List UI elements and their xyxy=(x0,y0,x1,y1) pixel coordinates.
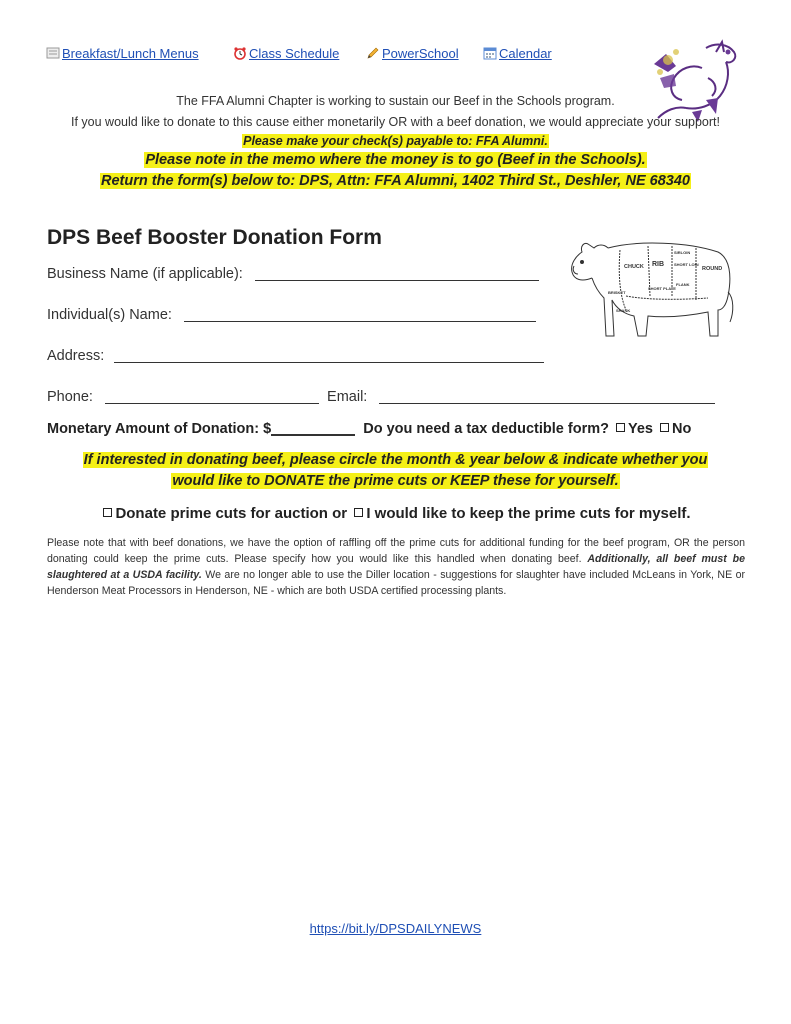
cow-label-chuck: CHUCK xyxy=(624,264,644,270)
phone-email-row xyxy=(47,389,715,405)
beef-cuts-cow-diagram xyxy=(568,236,734,338)
note-usda-requirement: Additionally, all beef must be slaughtered at a USDA facility. xyxy=(47,553,745,581)
return-note xyxy=(40,173,751,189)
cow-label-sirloin: SIRLOIN xyxy=(674,250,691,255)
nav-calendar[interactable] xyxy=(483,46,552,61)
beef-instructions-1 xyxy=(40,452,751,468)
alarm-clock-icon xyxy=(233,46,247,60)
cow-label-short-plate: SHORT PLATE xyxy=(648,286,676,291)
nav-schedule[interactable] xyxy=(233,46,339,61)
payable-note xyxy=(40,134,751,148)
email-label: Email: xyxy=(327,389,368,405)
keep-prime-cuts-checkbox[interactable] xyxy=(354,508,363,517)
tax-question: Do you need a tax deductible form? xyxy=(363,421,609,437)
dragon-mascot-image xyxy=(646,38,742,124)
business-name-blank[interactable] xyxy=(255,266,539,281)
email-blank[interactable] xyxy=(379,389,715,404)
individual-name-blank[interactable] xyxy=(184,307,536,322)
intro-line-1: The FFA Alumni Chapter is working to sustain our Beef in the Schools program. xyxy=(176,94,615,108)
cow-label-shank: SHANK xyxy=(616,308,631,313)
beef-option-row xyxy=(40,505,751,522)
keep-prime-cuts-label: I would like to keep the prime cuts for myself. xyxy=(366,505,691,522)
cow-label-brisket: BRISKET xyxy=(608,290,626,295)
payable-note-text: Please make your check(s) payable to: FFA Alumni. xyxy=(243,134,548,148)
return-note-text: Return the form(s) below to: DPS, Attn: FFA Alumni, 1402 Third St., Deshler, NE 68340 xyxy=(101,173,690,189)
pencil-icon xyxy=(366,46,380,60)
note-part-1: Please note that with beef donations, we have the option of raffling off the prime cuts for additional funding for the beef program, OR the person donating could keep the prime cuts. Please specify how you would like this handled when donating beef. xyxy=(47,537,745,565)
donate-prime-cuts-label: Donate prime cuts for auction or xyxy=(115,505,348,522)
address-label: Address: xyxy=(47,348,105,364)
individual-name-field[interactable] xyxy=(47,307,536,323)
nav-powerschool-label[interactable]: PowerSchool xyxy=(382,46,459,61)
address-field[interactable] xyxy=(47,348,544,364)
beef-instructions-1-text: If interested in donating beef, please circle the month & year below & indicate whether you xyxy=(83,452,708,468)
tax-yes-checkbox[interactable] xyxy=(616,423,625,432)
cow-label-short-loin: SHORT LOIN xyxy=(674,262,699,267)
intro-line-2: If you would like to donate to this cause either monetarily OR with a beef donation, we would appreciate your support! xyxy=(71,115,720,129)
calendar-icon xyxy=(483,46,497,60)
phone-label: Phone: xyxy=(47,389,93,405)
memo-note xyxy=(40,152,751,168)
nav-powerschool[interactable] xyxy=(366,46,459,61)
cow-label-rib: RIB xyxy=(652,261,665,268)
donate-prime-cuts-checkbox[interactable] xyxy=(103,508,112,517)
nav-schedule-label[interactable]: Class Schedule xyxy=(249,46,340,61)
beef-instructions-2-text: would like to DONATE the prime cuts or KEEP these for yourself. xyxy=(172,473,619,489)
tax-yes-label: Yes xyxy=(628,421,653,437)
beef-donation-note xyxy=(47,535,745,599)
phone-blank[interactable] xyxy=(105,389,319,404)
tax-no-label: No xyxy=(672,421,692,437)
nav-menus[interactable] xyxy=(46,46,199,61)
menu-plate-icon xyxy=(46,46,60,60)
nav-menus-label[interactable]: Breakfast/Lunch Menus xyxy=(62,46,199,61)
monetary-amount-blank[interactable] xyxy=(271,421,355,436)
memo-note-text: Please note in the memo where the money is to go (Beef in the Schools). xyxy=(145,152,646,168)
nav-calendar-label[interactable]: Calendar xyxy=(499,46,552,61)
cow-label-flank: FLANK xyxy=(676,282,690,287)
footer xyxy=(0,921,791,936)
monetary-label: Monetary Amount of Donation: $ xyxy=(47,421,272,437)
beef-instructions-2 xyxy=(40,473,751,489)
note-part-2: We are no longer able to use the Diller location - suggestions for slaughter have included McLeans in York, NE or Henderson Meat Processors in Henderson, NE - which are both USDA certified processing plants. xyxy=(47,569,745,597)
business-name-label: Business Name (if applicable): xyxy=(47,266,243,282)
individual-name-label: Individual(s) Name: xyxy=(47,307,172,323)
address-blank[interactable] xyxy=(114,348,544,363)
tax-no-checkbox[interactable] xyxy=(660,423,669,432)
cow-label-round: ROUND xyxy=(702,266,723,272)
monetary-donation-row xyxy=(47,421,691,437)
footer-link[interactable]: https://bit.ly/DPSDAILYNEWS xyxy=(309,921,482,936)
business-name-field[interactable] xyxy=(47,266,539,282)
form-title: DPS Beef Booster Donation Form xyxy=(47,226,382,249)
